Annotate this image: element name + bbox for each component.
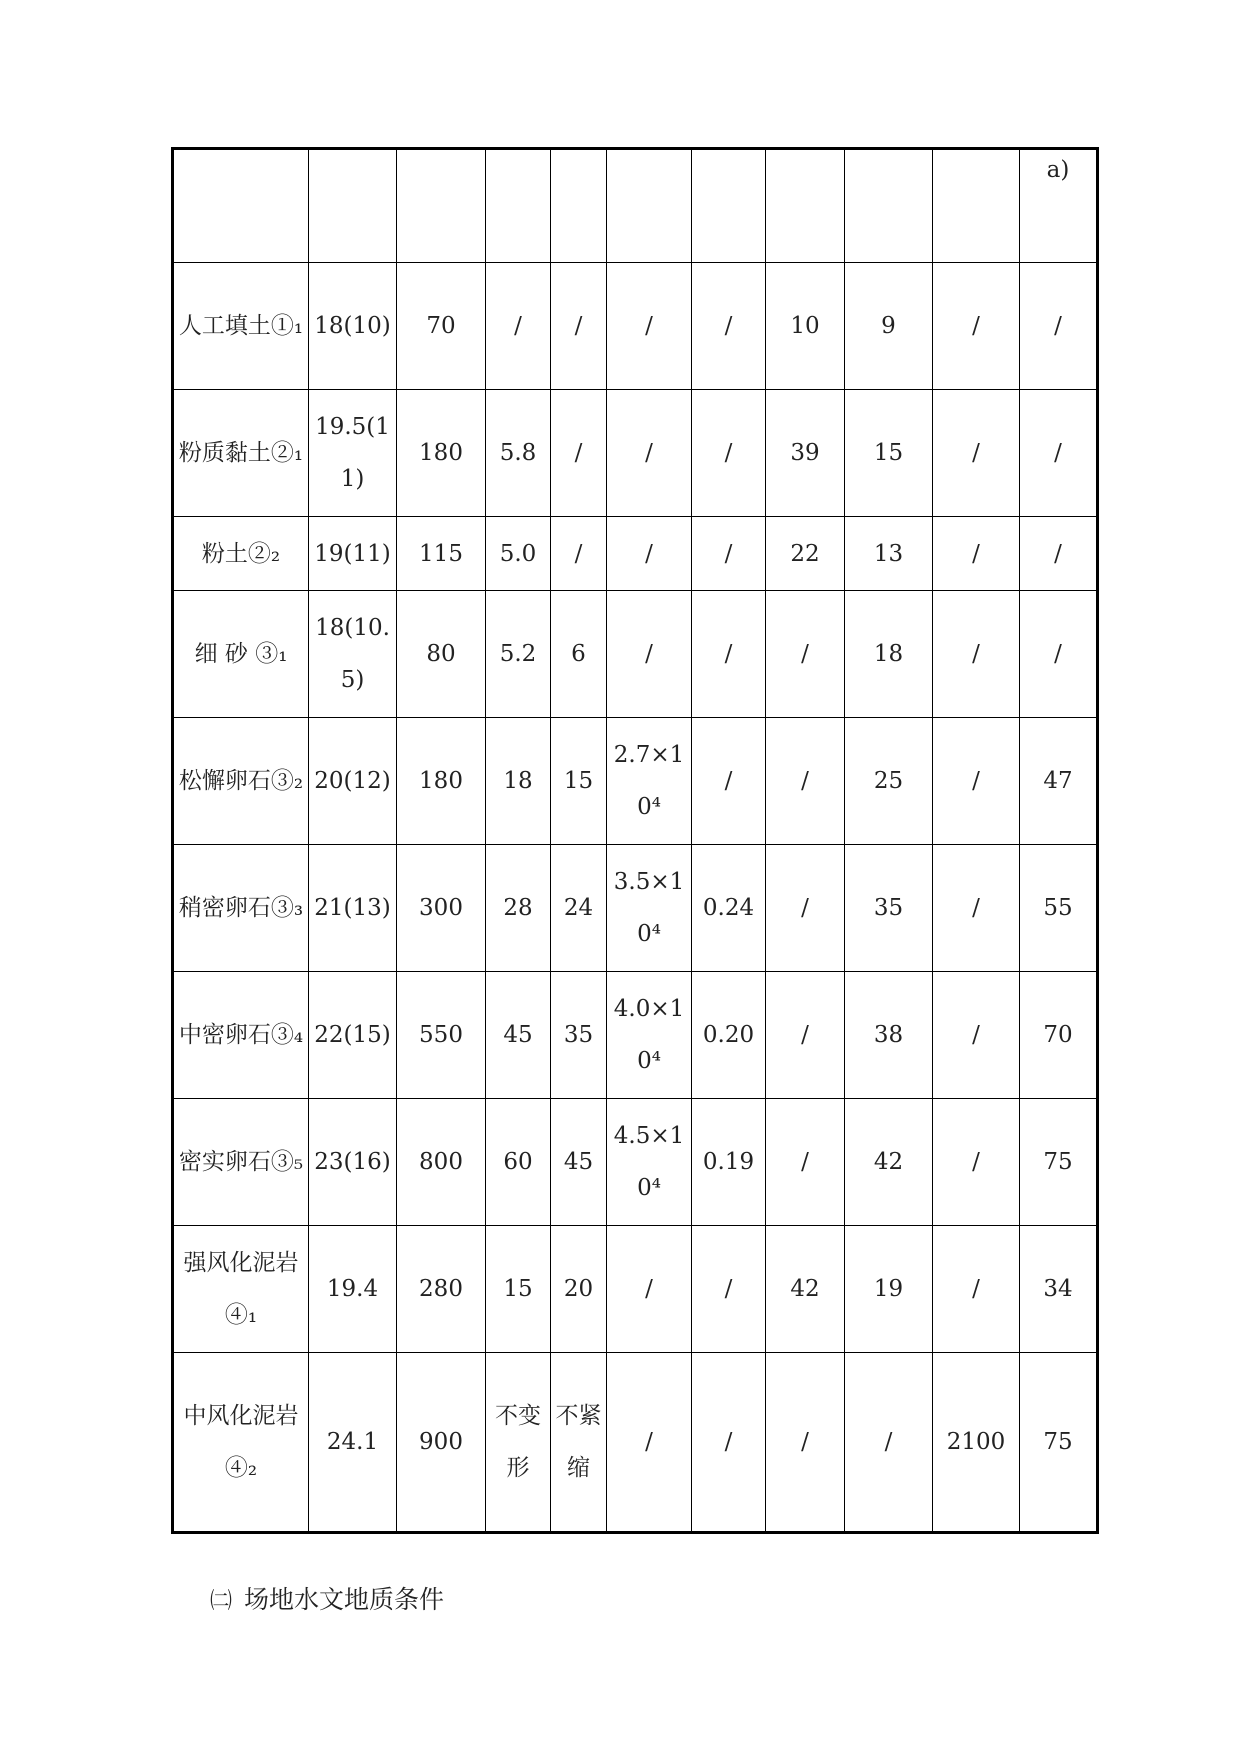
- soil-name-cell: 松懈卵石③₂: [173, 718, 309, 845]
- header-cell: [309, 149, 397, 263]
- table-cell: /: [692, 591, 766, 718]
- table-cell: 70: [1020, 972, 1098, 1099]
- table-cell: /: [933, 1099, 1020, 1226]
- section-heading: [210, 1580, 444, 1616]
- table-cell: 42: [766, 1226, 845, 1353]
- table-cell: 70: [397, 263, 486, 390]
- table-cell: 18(10.5): [309, 591, 397, 718]
- header-cell: [397, 149, 486, 263]
- table-cell: 9: [845, 263, 933, 390]
- table-row: [173, 1226, 1098, 1353]
- table-cell: 10: [766, 263, 845, 390]
- table-cell: 5.8: [486, 390, 551, 517]
- table-cell: /: [692, 390, 766, 517]
- table-header-row: [173, 149, 1098, 263]
- table-cell: /: [766, 845, 845, 972]
- section-title: 场地水文地质条件: [244, 1585, 445, 1614]
- table-cell: /: [766, 1099, 845, 1226]
- soil-name-cell: 中密卵石③₄: [173, 972, 309, 1099]
- table-cell: /: [1020, 390, 1098, 517]
- table-cell: /: [607, 591, 692, 718]
- table-cell: /: [1020, 263, 1098, 390]
- table-cell: 28: [486, 845, 551, 972]
- table-cell: 180: [397, 390, 486, 517]
- table-cell: 800: [397, 1099, 486, 1226]
- table-row: [173, 390, 1098, 517]
- soil-name-cell: 人工填土①₁: [173, 263, 309, 390]
- table-cell: /: [933, 1226, 1020, 1353]
- table-cell: 25: [845, 718, 933, 845]
- header-cell: [607, 149, 692, 263]
- table-cell: /: [1020, 591, 1098, 718]
- soil-name-cell: 细 砂 ③₁: [173, 591, 309, 718]
- table-cell: 300: [397, 845, 486, 972]
- table-cell: 22(15): [309, 972, 397, 1099]
- table-cell: 18(10): [309, 263, 397, 390]
- table-cell: 4.0×10⁴: [607, 972, 692, 1099]
- table-cell: 20: [551, 1226, 607, 1353]
- table-cell: /: [551, 390, 607, 517]
- table-cell: 55: [1020, 845, 1098, 972]
- table-cell: 3.5×10⁴: [607, 845, 692, 972]
- table-cell: 19(11): [309, 517, 397, 591]
- table-cell: 38: [845, 972, 933, 1099]
- table-cell: 75: [1020, 1099, 1098, 1226]
- table-cell: /: [607, 517, 692, 591]
- table-cell: 0.20: [692, 972, 766, 1099]
- table-row: [173, 263, 1098, 390]
- table-cell: 2.7×10⁴: [607, 718, 692, 845]
- header-cell: [845, 149, 933, 263]
- table-cell: /: [607, 390, 692, 517]
- table-cell: /: [692, 1226, 766, 1353]
- table-cell: 19.4: [309, 1226, 397, 1353]
- table-cell: 2100: [933, 1353, 1020, 1533]
- table-cell: /: [766, 972, 845, 1099]
- table-cell: 21(13): [309, 845, 397, 972]
- table-cell: 18: [845, 591, 933, 718]
- table-cell: 35: [845, 845, 933, 972]
- table-cell: 115: [397, 517, 486, 591]
- table-cell: /: [766, 1353, 845, 1533]
- table-cell: 22: [766, 517, 845, 591]
- table-cell: 180: [397, 718, 486, 845]
- table-row: [173, 972, 1098, 1099]
- table-cell: /: [692, 263, 766, 390]
- table-cell: 18: [486, 718, 551, 845]
- header-cell: [173, 149, 309, 263]
- table-cell: 39: [766, 390, 845, 517]
- table-cell: 19: [845, 1226, 933, 1353]
- table-cell: 19.5(11): [309, 390, 397, 517]
- table-cell: 23(16): [309, 1099, 397, 1226]
- table-row: [173, 1099, 1098, 1226]
- table-cell: /: [692, 1353, 766, 1533]
- soil-name-cell: 粉质黏土②₁: [173, 390, 309, 517]
- table-cell: 45: [486, 972, 551, 1099]
- table-row: [173, 718, 1098, 845]
- table-cell: 550: [397, 972, 486, 1099]
- section-number: ㈡: [210, 1589, 233, 1614]
- header-cell: [486, 149, 551, 263]
- table-cell: 15: [845, 390, 933, 517]
- header-cell: [551, 149, 607, 263]
- header-cell: [766, 149, 845, 263]
- table-cell: 20(12): [309, 718, 397, 845]
- table-cell: /: [933, 263, 1020, 390]
- table-cell: /: [766, 718, 845, 845]
- soil-name-cell: 密实卵石③₅: [173, 1099, 309, 1226]
- table-cell: 6: [551, 591, 607, 718]
- table-cell: /: [551, 517, 607, 591]
- table-row: [173, 517, 1098, 591]
- table-cell: 24.1: [309, 1353, 397, 1533]
- table-cell: /: [845, 1353, 933, 1533]
- table-cell: 5.2: [486, 591, 551, 718]
- table-cell: /: [933, 718, 1020, 845]
- table-cell: 13: [845, 517, 933, 591]
- table-cell: 80: [397, 591, 486, 718]
- table-cell: 47: [1020, 718, 1098, 845]
- soil-parameter-table: [171, 147, 1099, 1534]
- table-cell: /: [551, 263, 607, 390]
- header-cell: [933, 149, 1020, 263]
- table-row: [173, 591, 1098, 718]
- table-cell: /: [607, 263, 692, 390]
- table-cell: /: [933, 591, 1020, 718]
- table-cell: /: [607, 1226, 692, 1353]
- header-cell: a): [1020, 149, 1098, 263]
- table-cell: 280: [397, 1226, 486, 1353]
- soil-name-cell: 中风化泥岩④₂: [173, 1353, 309, 1533]
- table-cell: 15: [551, 718, 607, 845]
- table-cell: /: [933, 390, 1020, 517]
- table-cell: 0.19: [692, 1099, 766, 1226]
- table-cell: /: [933, 517, 1020, 591]
- table-cell: /: [933, 972, 1020, 1099]
- table-cell: /: [1020, 517, 1098, 591]
- table-row: [173, 1353, 1098, 1533]
- table-cell: 45: [551, 1099, 607, 1226]
- table-cell: 35: [551, 972, 607, 1099]
- table-cell: /: [607, 1353, 692, 1533]
- header-cell: [692, 149, 766, 263]
- table-cell: 5.0: [486, 517, 551, 591]
- table-cell: /: [692, 517, 766, 591]
- table-cell: 4.5×10⁴: [607, 1099, 692, 1226]
- table-cell: 24: [551, 845, 607, 972]
- table-cell: 34: [1020, 1226, 1098, 1353]
- table-cell: 不变形: [486, 1353, 551, 1533]
- table-cell: 不紧缩: [551, 1353, 607, 1533]
- table-cell: 75: [1020, 1353, 1098, 1533]
- table-cell: 900: [397, 1353, 486, 1533]
- soil-name-cell: 强风化泥岩④₁: [173, 1226, 309, 1353]
- table-cell: /: [486, 263, 551, 390]
- table-cell: /: [692, 718, 766, 845]
- soil-name-cell: 稍密卵石③₃: [173, 845, 309, 972]
- table-cell: 42: [845, 1099, 933, 1226]
- soil-name-cell: 粉土②₂: [173, 517, 309, 591]
- table-cell: /: [766, 591, 845, 718]
- table-cell: /: [933, 845, 1020, 972]
- table-cell: 60: [486, 1099, 551, 1226]
- table-row: [173, 845, 1098, 972]
- table-cell: 15: [486, 1226, 551, 1353]
- table-cell: 0.24: [692, 845, 766, 972]
